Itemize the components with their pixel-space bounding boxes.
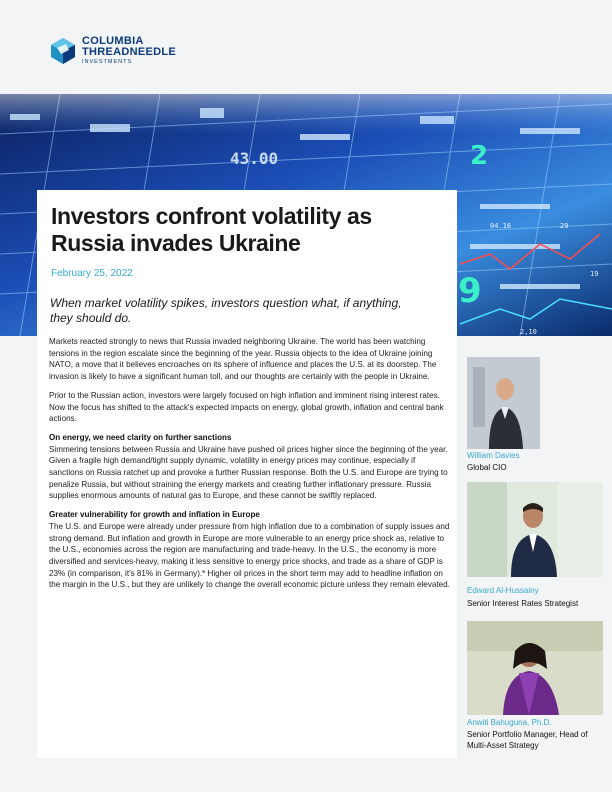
brand-mark-icon <box>48 36 78 66</box>
banner-number-3: 9 <box>458 271 482 311</box>
paragraph-4: The U.S. and Europe were already under pressure from high inflation due to a combination of supply issues and strong demand. But inflation and growth in Europe are more vulnerable to an energy price shock as, relative to the U.S., economies across the region are manufacturing and trade-heavy. In the U.S., the economy is more diversified and services-heavy, making it less sensitive to energy price shocks, and trade as a share of GDP is 23% (in comparison, it's 81% in Germany).* Higher oil prices in the short term may add to headline inflation on the margin in the U.S., but they are unlikely to change the overall economic picture unless they remain elevated. <box>49 521 450 590</box>
article-panel <box>37 190 457 758</box>
paragraph-2: Prior to the Russian action, investors were largely focused on high inflation and imminent rising interest rates. Now the focus has shifted to the attack's expected impacts on energy, global growth, inflation and central bank actions. <box>49 390 444 424</box>
banner-number-1: 43.00 <box>230 149 279 168</box>
author-title-3: Senior Portfolio Manager, Head of Multi-Asset Strategy <box>467 730 588 750</box>
paragraph-1: Markets reacted strongly to news that Russia invaded neighboring Ukraine. The world has been watching tensions in the region escalate since the beginning of the year. Russia objects to the idea of Ukraine joining NATO, a move that it believes encroaches on its sphere of influence and places the U.S. at its doorstep. The invasion is likely to have a significant human toll, and our thoughts are certainly with the people in Ukraine. <box>49 337 437 382</box>
banner-number-4: 04.16 <box>490 222 512 230</box>
article-body <box>49 336 451 598</box>
banner-number-6: 19 <box>590 270 599 278</box>
article-title <box>51 203 431 257</box>
author-photo-2 <box>467 482 603 577</box>
author-title-1: Global CIO <box>467 463 507 472</box>
section-heading-europe: Greater vulnerability for growth and inflation in Europe <box>49 510 260 520</box>
banner-number-2: 2 <box>470 141 489 171</box>
author-photo-1 <box>467 357 540 449</box>
banner-number-7: 2,10 <box>520 328 537 336</box>
brand-line3: INVESTMENTS <box>82 59 133 66</box>
brand-line1: COLUMBIA <box>82 35 144 48</box>
author-name-1: William Davies <box>467 451 520 460</box>
article-intro: When market volatility spikes, investors question what, if anything, they should do. <box>50 296 402 325</box>
brand-logo <box>48 36 176 66</box>
title-line-2: Russia invades Ukraine <box>51 230 301 256</box>
paragraph-3: Simmering tensions between Russia and Ukraine have pushed oil prices higher since the beginning of the year. Given a fragile high demand/tight supply dynamic, volatility in energy prices may continue, especially if sanctions on Russia ratchet up and provoke a further Russian response. Both the U.S. and Europe are trying to penalize Russia, but without straining the energy markets and creating further inflationary pressure. Russia supplies enormous amounts of natural gas to Europe, and these cannot be swiftly replaced. <box>49 444 448 501</box>
author-name-2: Edward Al-Hussainy <box>467 586 539 595</box>
author-photo-3 <box>467 621 603 715</box>
banner-number-5: 29 <box>560 222 569 230</box>
section-heading-energy: On energy, we need clarity on further sanctions <box>49 432 232 442</box>
brand-line2: THREADNEEDLE <box>82 46 177 59</box>
title-line-1: Investors confront volatility as <box>51 203 372 229</box>
author-name-3: Anwiti Bahuguna, Ph.D. <box>467 718 552 727</box>
article-date: February 25, 2022 <box>51 268 133 279</box>
author-title-2: Senior Interest Rates Strategist <box>467 599 579 608</box>
